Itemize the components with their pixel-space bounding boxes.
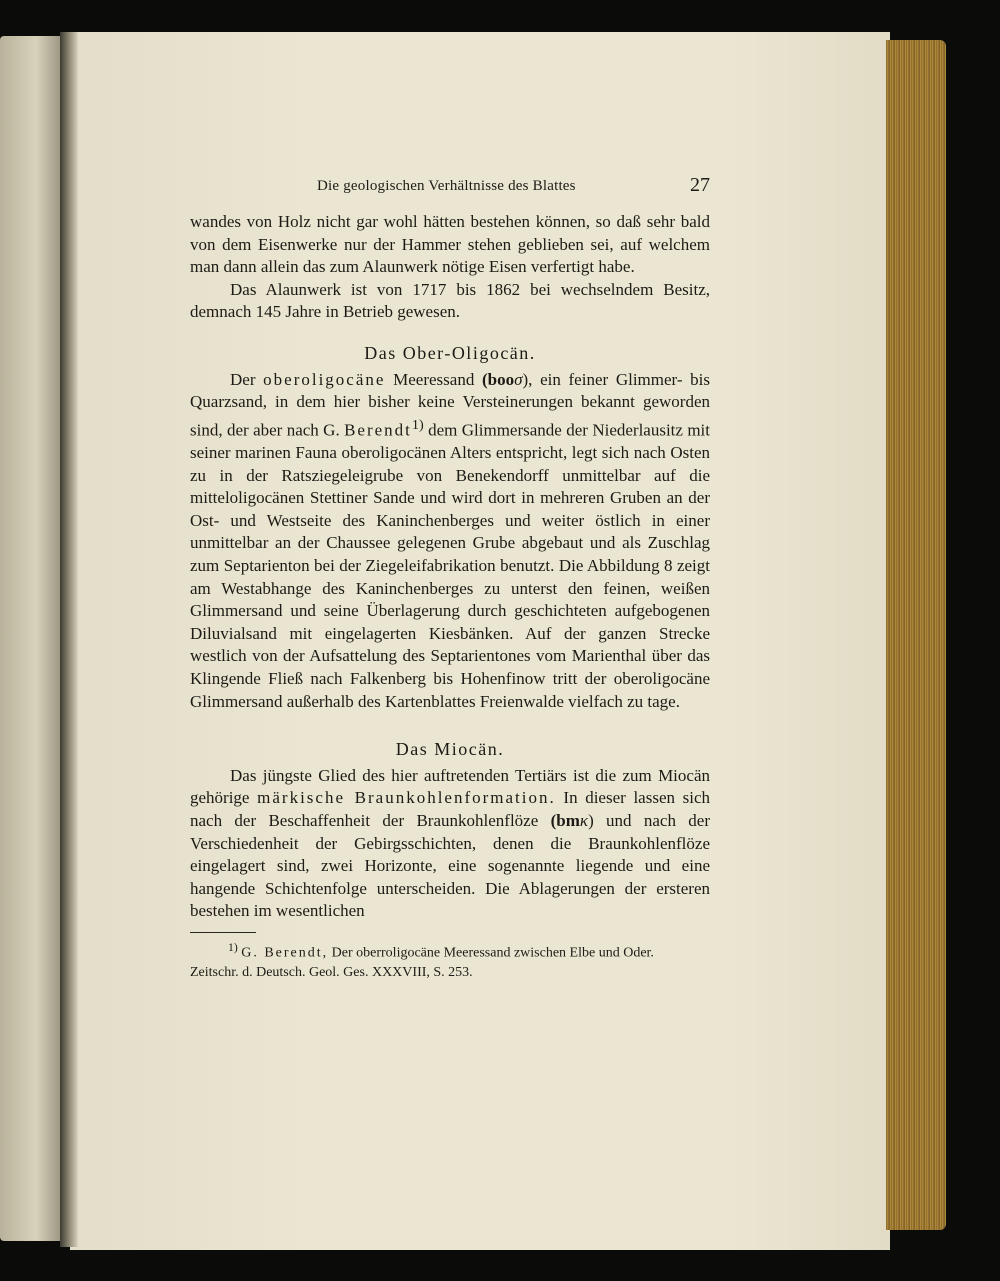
paragraph-1: wandes von Holz nicht gar wohl hätten bestehen können, so daß sehr bald von dem Eisenwerke nur der Hammer stehen geblieben sei, auf welchem man dann allein das zum Alaunwerk nötige Eisen verfertigt habe. <box>190 212 710 277</box>
footnote-reference: 1) <box>411 416 424 433</box>
paragraph-4-b: In dieser lassen sich nach der Beschaffenheit der Braunkohlenflöze <box>190 788 711 830</box>
spaced-term-braunkohlenformation: märkische Braunkohlenformation. <box>257 788 556 808</box>
footnote-line-2: Zeitschr. d. Deutsch. Geol. Ges. XXXVIII, S. 253. <box>190 964 473 980</box>
left-page-edge <box>0 36 66 1241</box>
page-number: 27 <box>690 174 710 196</box>
footnote-line-1 <box>190 938 710 963</box>
paragraph-3-start: Der <box>230 369 256 389</box>
paragraph-3-c: ), ein feiner Glimmer- bis Quarzsand, in dem hier bisher keine Versteinerungen bekannt geworden sind, der aber nach G. <box>190 369 711 440</box>
paragraph-3-rest: dem Glimmersande der Niederlausitz mit seiner marinen Fauna oberoligocänen Alters entspricht, legt sich nach Osten zu in der Ratsziegeleigrube von Benekendorff unmittelbar auf die mitteloligocänen Stettiner Sande und wird dort in mehreren Gruben an der Ost- und Westseite des Kaninchenberges und weiter östlich in einer unmittelbar an der Chaussee gelegenen Grube abgebaut und als Zuschlag zum Septarienton bei der Ziegeleifabrikation benutzt. Die Abbildung 8 zeigt am Westabhange des Kaninchenberges zu unterst den feinen, weißen Glimmersand und seine Überlagerung durch geschichteten aufgebogenen Diluvialsand mit eingelagerten Kiesbänken. Auf der ganzen Strecke westlich von der Aufsattelung des Septarientones vom Marienthal über das Klingende Fließ nach Falkenberg bis Hohenfinow tritt der oberoligocäne Glimmersand außerhalb des Kartenblattes Freienwalde vielfach zu tage. <box>190 420 711 711</box>
paragraph-4 <box>190 765 710 923</box>
paragraph-4-rest: ) und nach der Verschiedenheit der Gebirgsschichten, denen die Braunkohlenflöze eingelagert sind, zwei Horizonte, eine sogenannte liegende und eine hangende Schichtenfolge unterscheiden. Die Ablagerungen der ersteren bestehen im wesentlichen <box>190 810 711 921</box>
page-header <box>190 176 710 200</box>
book-gutter <box>60 32 78 1247</box>
footnote-divider <box>190 932 256 933</box>
footnote-author: G. Berendt, <box>241 945 329 961</box>
footnote <box>190 938 710 982</box>
paragraph-4-start: Das jüngste Glied des hier auftretenden Tertiärs ist die zum Miocän gehörige <box>190 765 710 808</box>
author-name-berendt: Berendt <box>344 420 412 440</box>
map-symbol-sigma: σ <box>514 369 523 389</box>
running-head: Die geologischen Verhältnisse des Blattes <box>317 178 576 194</box>
footnote-marker: 1) <box>228 940 238 954</box>
map-symbol-bm: (bm <box>550 810 580 830</box>
paragraph-3-b: Meeressand <box>393 369 475 389</box>
section-heading-miocaen: Das Miocän. <box>395 739 505 760</box>
paragraph-3 <box>190 369 710 714</box>
map-symbol-boo: (boo <box>482 369 515 389</box>
map-symbol-kappa: κ <box>579 810 589 830</box>
spaced-term-oberoligocaene: oberoligocäne <box>263 369 386 389</box>
section-heading-oberoligocaen: Das Ober-Oligocän. <box>364 342 536 363</box>
footnote-title: Der oberroligocäne Meeressand zwischen Elbe und Oder. <box>331 945 654 961</box>
paragraph-2: Das Alaunwerk ist von 1717 bis 1862 bei wechselndem Besitz, demnach 145 Jahre in Betrieb gewesen. <box>190 279 710 322</box>
page-edges <box>886 40 946 1230</box>
body-text <box>190 211 710 982</box>
